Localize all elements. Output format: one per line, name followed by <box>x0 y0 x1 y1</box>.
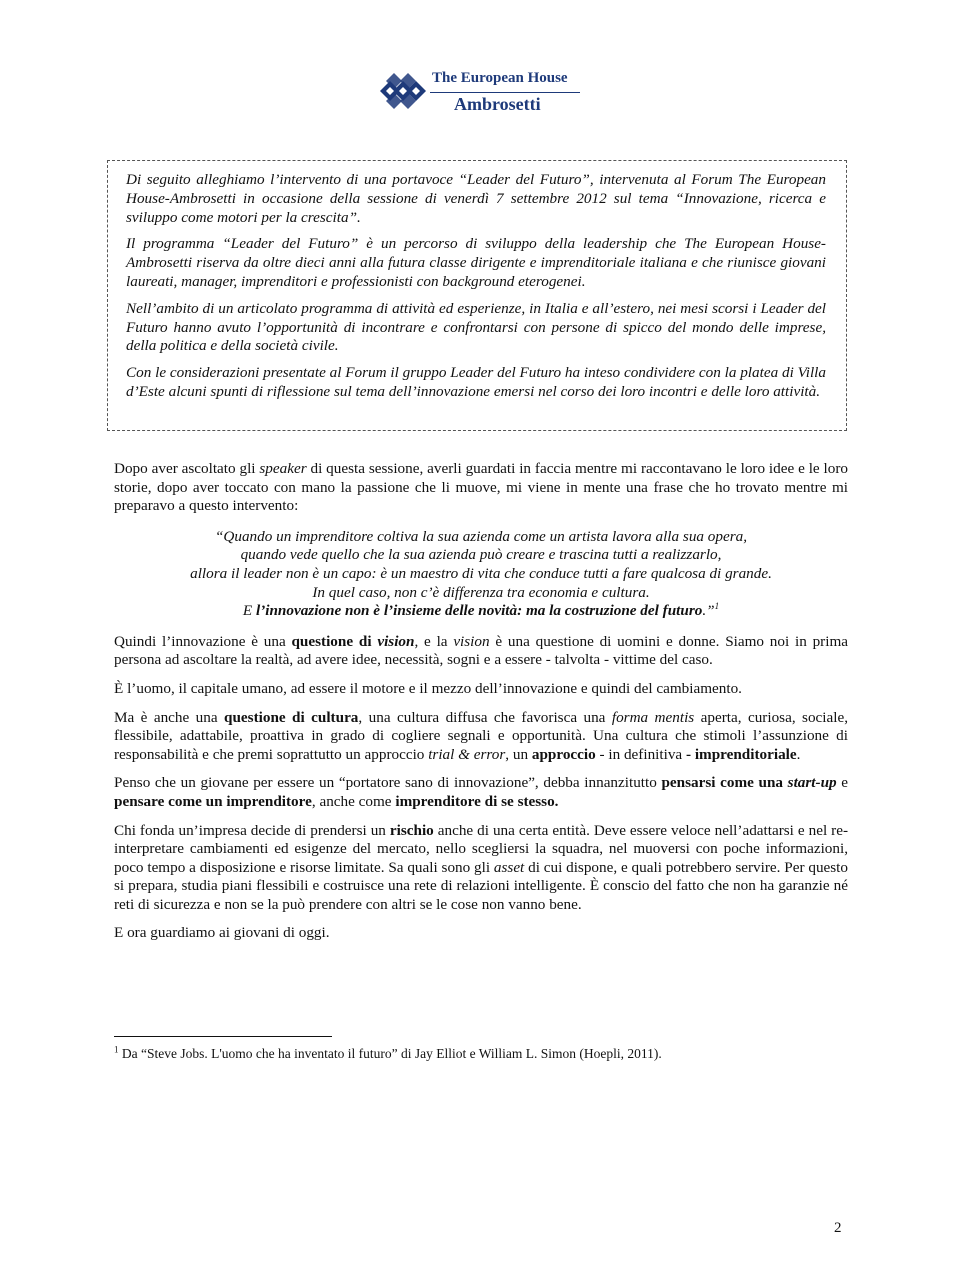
text-run: Quindi l’innovazione è una <box>114 632 292 650</box>
text-run: vision <box>377 632 415 650</box>
text-run: anche di una certa entità. Deve essere veloce nell’adattarsi e nel re-interpretare cambiamenti ed esigenze del mercato, nello scegliersi la squadra, nel muoversi con poche informazioni, poco tempo a disposizione e risorse limitate. Sa quali sono gli <box>114 821 849 876</box>
logo-title: The European House <box>432 70 568 86</box>
text-run: trial & error <box>428 745 506 763</box>
paragraph-5 <box>114 774 848 811</box>
text-run: E <box>242 602 256 620</box>
logo-divider <box>430 92 580 93</box>
footnote <box>114 1046 662 1062</box>
text-run: vision <box>453 632 490 650</box>
text-run: forma mentis <box>611 708 695 726</box>
paragraph-2 <box>114 633 848 670</box>
logo-subtitle: Ambrosetti <box>454 94 541 114</box>
text-run: , e la <box>414 632 454 650</box>
text-run: Chi fonda un’impresa decide di prendersi un <box>114 821 390 839</box>
text-run: approccio <box>531 745 596 763</box>
quote-line: In quel caso, non c’è differenza tra economia e cultura. <box>312 583 650 601</box>
quote-line: quando vede quello che la sua azienda può creare e trascina tutti a realizzarlo, <box>240 546 722 564</box>
text-run: questione di <box>291 632 378 650</box>
text-run: è una questione di uomini e donne. Siamo noi in prima persona ad ascoltare la realtà, ad avere idee, necessità, sogni e a essere - talvolta - vittime del caso. <box>114 632 849 669</box>
paragraph-6 <box>114 822 848 915</box>
paragraph-4 <box>114 709 848 765</box>
text-run: , un <box>505 745 532 763</box>
text-run: aperta, curiosa, sociale, flessibile, adattabile, proattiva in grado di cogliere segnali e opportunità. Una cultura che stimoli l’assunzione di responsabilità e che premi soprattutto un approccio <box>114 708 849 763</box>
page-number: 2 <box>834 1220 842 1236</box>
footnote-text: Da “Steve Jobs. L'uomo che ha inventato il futuro” di Jay Elliot e William L. Simon (Hoepli, 2011). <box>118 1046 662 1061</box>
intro-box <box>107 160 847 431</box>
text-run: .” <box>702 602 715 620</box>
quote-line: “Quando un imprenditore coltiva la sua azienda come un artista lavora alla sua opera, <box>214 527 748 545</box>
footnote-number: 1 <box>114 1044 119 1055</box>
text-run: asset <box>493 858 525 876</box>
intro-paragraph: Il programma “Leader del Futuro” è un percorso di sviluppo della leadership che The European House-Ambrosetti riserva da oltre dieci anni alla futura classe dirigente e imprenditoriale italiana e che riunisce giovani laureati, manager, imprenditori e professionisti con background eterogenei. <box>126 235 826 290</box>
text-run: start-up <box>787 774 837 792</box>
main-text <box>114 460 848 953</box>
quote-line: allora il leader non è un capo: è un maestro di vita che conduce tutti a fare qualcosa di grande. <box>190 564 772 582</box>
logo <box>380 68 590 116</box>
intro-paragraph: Di seguito alleghiamo l’intervento di una portavoce “Leader del Futuro”, intervenuta al Forum The European House-Ambrosetti in occasione della sessione di venerdì 7 settembre 2012 sul tema “Innovazione, ricerca e sviluppo come motori per la crescita”. <box>126 171 826 226</box>
quote-line <box>114 602 848 621</box>
text-run: Penso che un giovane per essere un “portatore sano di innovazione”, debba innanzitutto <box>114 774 662 792</box>
text-run: e <box>836 774 848 792</box>
text-run: l’innovazione non è l’insieme delle novità: ma la costruzione del futuro <box>255 602 703 620</box>
text-run: speaker <box>259 460 307 477</box>
paragraph-1 <box>114 460 848 516</box>
text-run: Ma è anche una <box>114 708 225 726</box>
text-run: , una cultura diffusa che favorisca una <box>358 708 612 726</box>
footnote-divider <box>114 1036 332 1037</box>
text-run: - in definitiva <box>595 745 686 763</box>
ambrosetti-logo-icon <box>380 72 426 110</box>
text-run: questione di cultura <box>224 708 359 726</box>
text-run: Dopo aver ascoltato gli <box>114 460 260 477</box>
text-run: pensarsi come una <box>661 774 788 792</box>
paragraph-3: È l’uomo, il capitale umano, ad essere il motore e il mezzo dell’innovazione e quindi del cambiamento. <box>114 679 742 697</box>
footnote-ref: 1 <box>714 601 720 612</box>
quote-block <box>114 528 848 621</box>
text-run: di cui dispone, e quali potrebbero servire. Per questo si prepara, studia piani flessibili e costruisce una rete di relazioni intelligente. È conscio del fatto che non ha garanzie né reti di sicurezza e non se la può prendere con altri se le cose non vanno bene. <box>114 858 848 913</box>
text-run: di questa sessione, averli guardati in faccia mentre mi raccontavano le loro idee e le loro storie, dopo aver toccato con mano la passione che li muove, mi viene in mente una frase che ho trovato mentre mi preparavo a questo intervento: <box>114 460 849 515</box>
paragraph-7: E ora guardiamo ai giovani di oggi. <box>114 924 330 942</box>
text-run: . <box>796 745 801 763</box>
text-run: - imprenditoriale <box>685 745 797 763</box>
intro-paragraph: Nell’ambito di un articolato programma di attività ed esperienze, in Italia e all’estero, nei mesi scorsi i Leader del Futuro hanno avuto l’opportunità di incontrare e confrontarsi con persone di spicco del mondo delle imprese, della politica e della società civile. <box>126 299 826 355</box>
text-run: imprenditore di se stesso. <box>395 792 559 810</box>
text-run: pensare come un imprenditore <box>114 792 312 810</box>
text-run: , anche come <box>311 792 396 810</box>
text-run: rischio <box>389 821 434 839</box>
intro-paragraph: Con le considerazioni presentate al Forum il gruppo Leader del Futuro ha inteso condividere con la platea di Villa d’Este alcuni spunti di riflessione sul tema dell’innovazione emersi nel corso dei loro incontri e delle loro attività. <box>126 364 826 400</box>
